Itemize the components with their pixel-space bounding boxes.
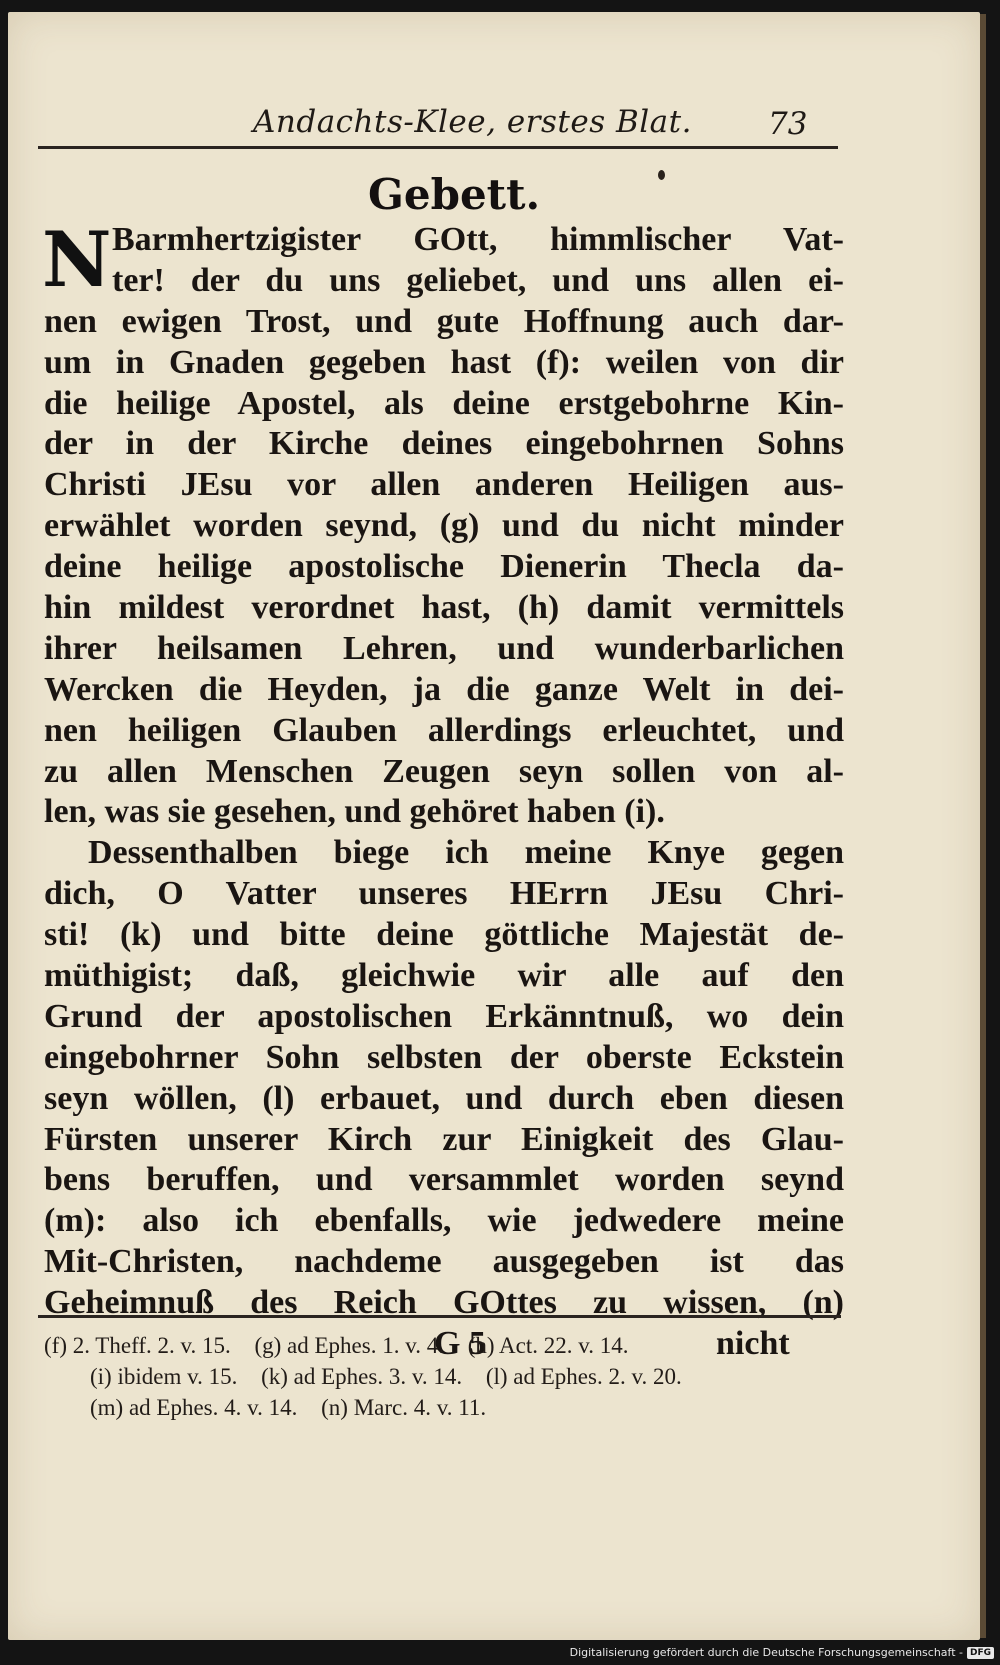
text-line: zu allen Menschen Zeugen seyn sollen von al-	[44, 752, 844, 790]
footnote-rule	[38, 1315, 841, 1318]
footnote-line	[44, 1361, 844, 1392]
text-line: seyn wöllen, (l) erbauet, und durch eben diesen	[44, 1079, 844, 1117]
text-line: Fürsten unserer Kirch zur Einigkeit des Glau-	[44, 1120, 844, 1158]
footnotes	[44, 1330, 844, 1423]
footnote: (h) Act. 22. v. 14.	[467, 1333, 629, 1358]
text-line: um in Gnaden gegeben hast (f): weilen von dir	[44, 343, 844, 381]
credit-text: Digitalisierung gefördert durch die Deutsche Forschungsgemeinschaft -	[569, 1646, 963, 1659]
text-line: der in der Kirche deines eingebohrnen Sohns	[44, 425, 844, 463]
text-line: ter! der du uns geliebet, und uns allen ei-	[112, 261, 844, 299]
footnote-line	[44, 1392, 844, 1423]
digitization-credit	[570, 1646, 994, 1659]
footnote: (l) ad Ephes. 2. v. 20.	[485, 1364, 682, 1389]
text-line: Dessenthalben biege ich meine Knye gegen	[88, 834, 844, 872]
catchword: nicht	[716, 1325, 790, 1363]
text-line: erwählet worden seynd, (g) und du nicht minder	[44, 507, 844, 545]
footnote: (i) ibidem v. 15.	[90, 1364, 238, 1389]
text-line: len, was sie gesehen, und gehöret haben (i).	[44, 793, 665, 831]
text-line: ihrer heilsamen Lehren, und wunderbarlichen	[44, 629, 844, 667]
book-edge	[980, 14, 986, 1638]
text-line: Mit-Christen, nachdeme ausgegeben ist das	[44, 1243, 844, 1281]
text-line: Christi JEsu vor allen anderen Heiligen aus-	[44, 466, 844, 504]
footnote: (m) ad Ephes. 4. v. 14.	[90, 1395, 298, 1420]
running-head: Andachts-Klee, erstes Blat.	[253, 104, 692, 140]
footnote: (g) ad Ephes. 1. v. 4.	[254, 1333, 444, 1358]
text-line: sti! (k) und bitte deine göttliche Majestät de-	[44, 916, 844, 954]
page-number: 73	[768, 106, 808, 142]
text-line: (m): also ich ebenfalls, wie jedwedere meine	[44, 1202, 844, 1240]
text-line: Geheimnuß des Reich GOttes zu wissen, (n)	[44, 1284, 844, 1322]
text-line: dich, O Vatter unseres HErrn JEsu Chri-	[44, 875, 844, 913]
text-line: müthigist; daß, gleichwie wir alle auf den	[44, 957, 844, 995]
footnote: (f) 2. Theff. 2. v. 15.	[44, 1333, 231, 1358]
text-line: Grund der apostolischen Erkänntnuß, wo dein	[44, 997, 844, 1035]
ink-spot	[658, 170, 665, 180]
text-line: deine heilige apostolische Dienerin Thecla da-	[44, 548, 844, 586]
section-heading: Gebett.	[368, 170, 541, 219]
text-line: hin mildest verordnet hast, (h) damit vermittels	[44, 589, 844, 627]
text-line: nen heiligen Glauben allerdings erleuchtet, und	[44, 711, 844, 749]
text-line: Wercken die Heyden, ja die ganze Welt in dei-	[44, 670, 844, 708]
drop-cap: N	[42, 215, 112, 304]
text-line: bens beruffen, und versammlet worden seynd	[44, 1161, 844, 1199]
body-text	[42, 215, 844, 1365]
dfg-logo: DFG	[967, 1647, 994, 1659]
footnote-line	[44, 1330, 844, 1361]
footnote: (k) ad Ephes. 3. v. 14.	[261, 1364, 463, 1389]
text-line: Barmhertzigister GOtt, himmlischer Vat-	[112, 221, 844, 258]
text-line: die heilige Apostel, als deine erstgebohrne Kin-	[44, 384, 844, 422]
text-line: eingebohrner Sohn selbsten der oberste Eckstein	[44, 1038, 844, 1076]
page-header	[38, 94, 838, 149]
book-page	[8, 12, 980, 1640]
text-line: nen ewigen Trost, und gute Hoffnung auch dar-	[44, 302, 844, 340]
footnote: (n) Marc. 4. v. 11.	[321, 1395, 487, 1420]
signature-mark: G 5	[434, 1325, 486, 1363]
